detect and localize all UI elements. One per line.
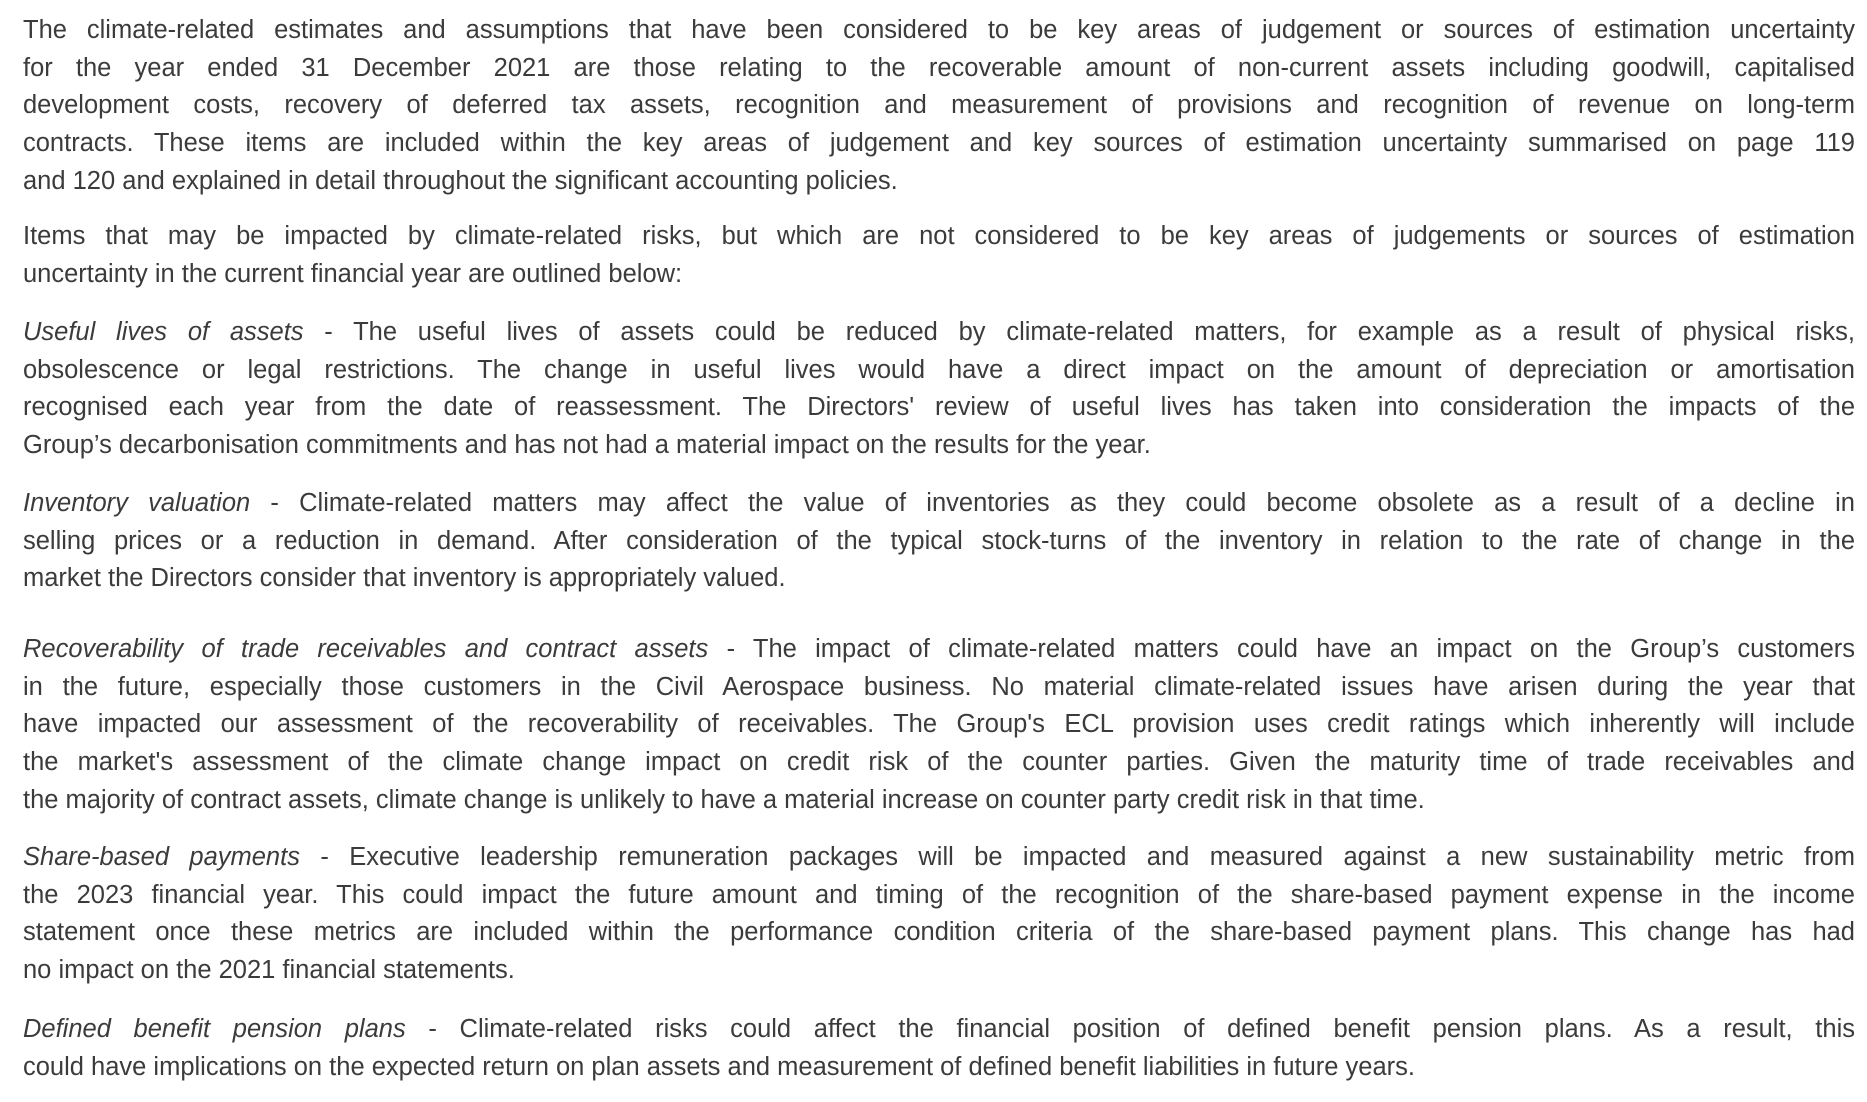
line-text: - The useful lives of assets could be reduced by climate-related matters, for example as a result of physical risks, xyxy=(303,318,1855,346)
line-text: selling prices or a reduction in demand. After consideration of the typical stock-turns of the inventory in relation to the rate of change in the xyxy=(23,526,1855,555)
line-text: and 120 and explained in detail throughout the significant accounting policies. xyxy=(23,166,898,195)
line-text: recognised each year from the date of reassessment. The Directors' review of useful lives has taken into consideration the impacts of the xyxy=(23,393,1855,422)
items-intro-paragraph xyxy=(23,218,1855,293)
text-line xyxy=(23,1011,1855,1049)
text-line xyxy=(23,560,1855,598)
line-text: The climate-related estimates and assumptions that have been considered to be key areas of judgement or sources of estimation uncertainty xyxy=(23,16,1855,44)
line-text: development costs, recovery of deferred tax assets, recognition and measurement of provisions and recognition of revenue on long-term xyxy=(23,91,1855,120)
text-line xyxy=(23,352,1855,390)
paragraph-term: Inventory valuation xyxy=(23,489,251,517)
text-line xyxy=(23,523,1855,561)
paragraph-term: Defined benefit pension plans xyxy=(23,1015,406,1043)
paragraph-term: Share-based payments xyxy=(23,843,300,871)
line-text: in the future, especially those customers in the Civil Aerospace business. No material climate-related issues have arisen during the year that xyxy=(23,672,1855,701)
text-line xyxy=(23,669,1855,707)
text-line xyxy=(23,427,1855,465)
line-text: contracts. These items are included within the key areas of judgement and key sources of estimation uncertainty summarised on page 119 xyxy=(23,129,1855,158)
pension-plans-paragraph xyxy=(23,1011,1855,1086)
line-text: the 2023 financial year. This could impact the future amount and timing of the recognition of the share-based payment expense in the income xyxy=(23,880,1855,909)
line-text: Group’s decarbonisation commitments and has not had a material impact on the results for the year. xyxy=(23,431,1151,460)
line-text: - Executive leadership remuneration packages will be impacted and measured against a new sustainability metric from xyxy=(299,843,1856,871)
text-line xyxy=(23,163,1855,201)
text-line xyxy=(23,914,1855,952)
text-line xyxy=(23,744,1855,782)
paragraph-term: Recoverability of trade receivables and contract assets xyxy=(23,635,709,663)
line-text: have impacted our assessment of the recoverability of receivables. The Group's ECL provision uses credit ratings which inherently will include xyxy=(23,710,1855,739)
text-line xyxy=(23,50,1855,88)
text-line xyxy=(23,952,1855,990)
line-text: - Climate-related matters may affect the value of inventories as they could become obsolete as a result of a decline in xyxy=(250,489,1855,517)
line-text: no impact on the 2021 financial statements. xyxy=(23,956,515,985)
line-text: statement once these metrics are included within the performance condition criteria of the share-based payment plans. This change has had xyxy=(23,918,1855,947)
line-text: the market's assessment of the climate change impact on credit risk of the counter parties. Given the maturity time of trade receivables and xyxy=(23,748,1855,777)
line-text: the majority of contract assets, climate change is unlikely to have a material increase on counter party credit risk in that time. xyxy=(23,785,1425,814)
paragraph-term: Useful lives of assets xyxy=(23,318,304,346)
receivables-paragraph xyxy=(23,631,1855,819)
line-text: obsolescence or legal restrictions. The change in useful lives would have a direct impact on the amount of depreciation or amortisation xyxy=(23,355,1855,384)
text-line xyxy=(23,485,1855,523)
inventory-valuation-paragraph xyxy=(23,485,1855,598)
text-line xyxy=(23,256,1855,294)
text-line xyxy=(23,631,1855,669)
text-line xyxy=(23,389,1855,427)
text-line xyxy=(23,314,1855,352)
text-line xyxy=(23,87,1855,125)
text-line xyxy=(23,12,1855,50)
line-text: uncertainty in the current financial year are outlined below: xyxy=(23,259,683,288)
text-line xyxy=(23,877,1855,915)
line-text: - The impact of climate-related matters could have an impact on the Group’s customers xyxy=(708,635,1855,663)
useful-lives-paragraph xyxy=(23,314,1855,465)
line-text: for the year ended 31 December 2021 are those relating to the recoverable amount of non-current assets including goodwill, capitalised xyxy=(23,53,1855,82)
text-line xyxy=(23,1049,1855,1087)
line-text: market the Directors consider that inventory is appropriately valued. xyxy=(23,564,786,593)
share-based-payments-paragraph xyxy=(23,839,1855,990)
text-line xyxy=(23,218,1855,256)
line-text: - Climate-related risks could affect the financial position of defined benefit pension plans. As a result, this xyxy=(405,1015,1855,1043)
intro-paragraph xyxy=(23,12,1855,200)
line-text: Items that may be impacted by climate-related risks, but which are not considered to be key areas of judgements or sources of estimation xyxy=(23,222,1855,250)
text-line xyxy=(23,782,1855,820)
line-text: could have implications on the expected return on plan assets and measurement of defined benefit liabilities in future years. xyxy=(23,1052,1415,1081)
text-line xyxy=(23,125,1855,163)
text-line xyxy=(23,706,1855,744)
text-line xyxy=(23,839,1855,877)
